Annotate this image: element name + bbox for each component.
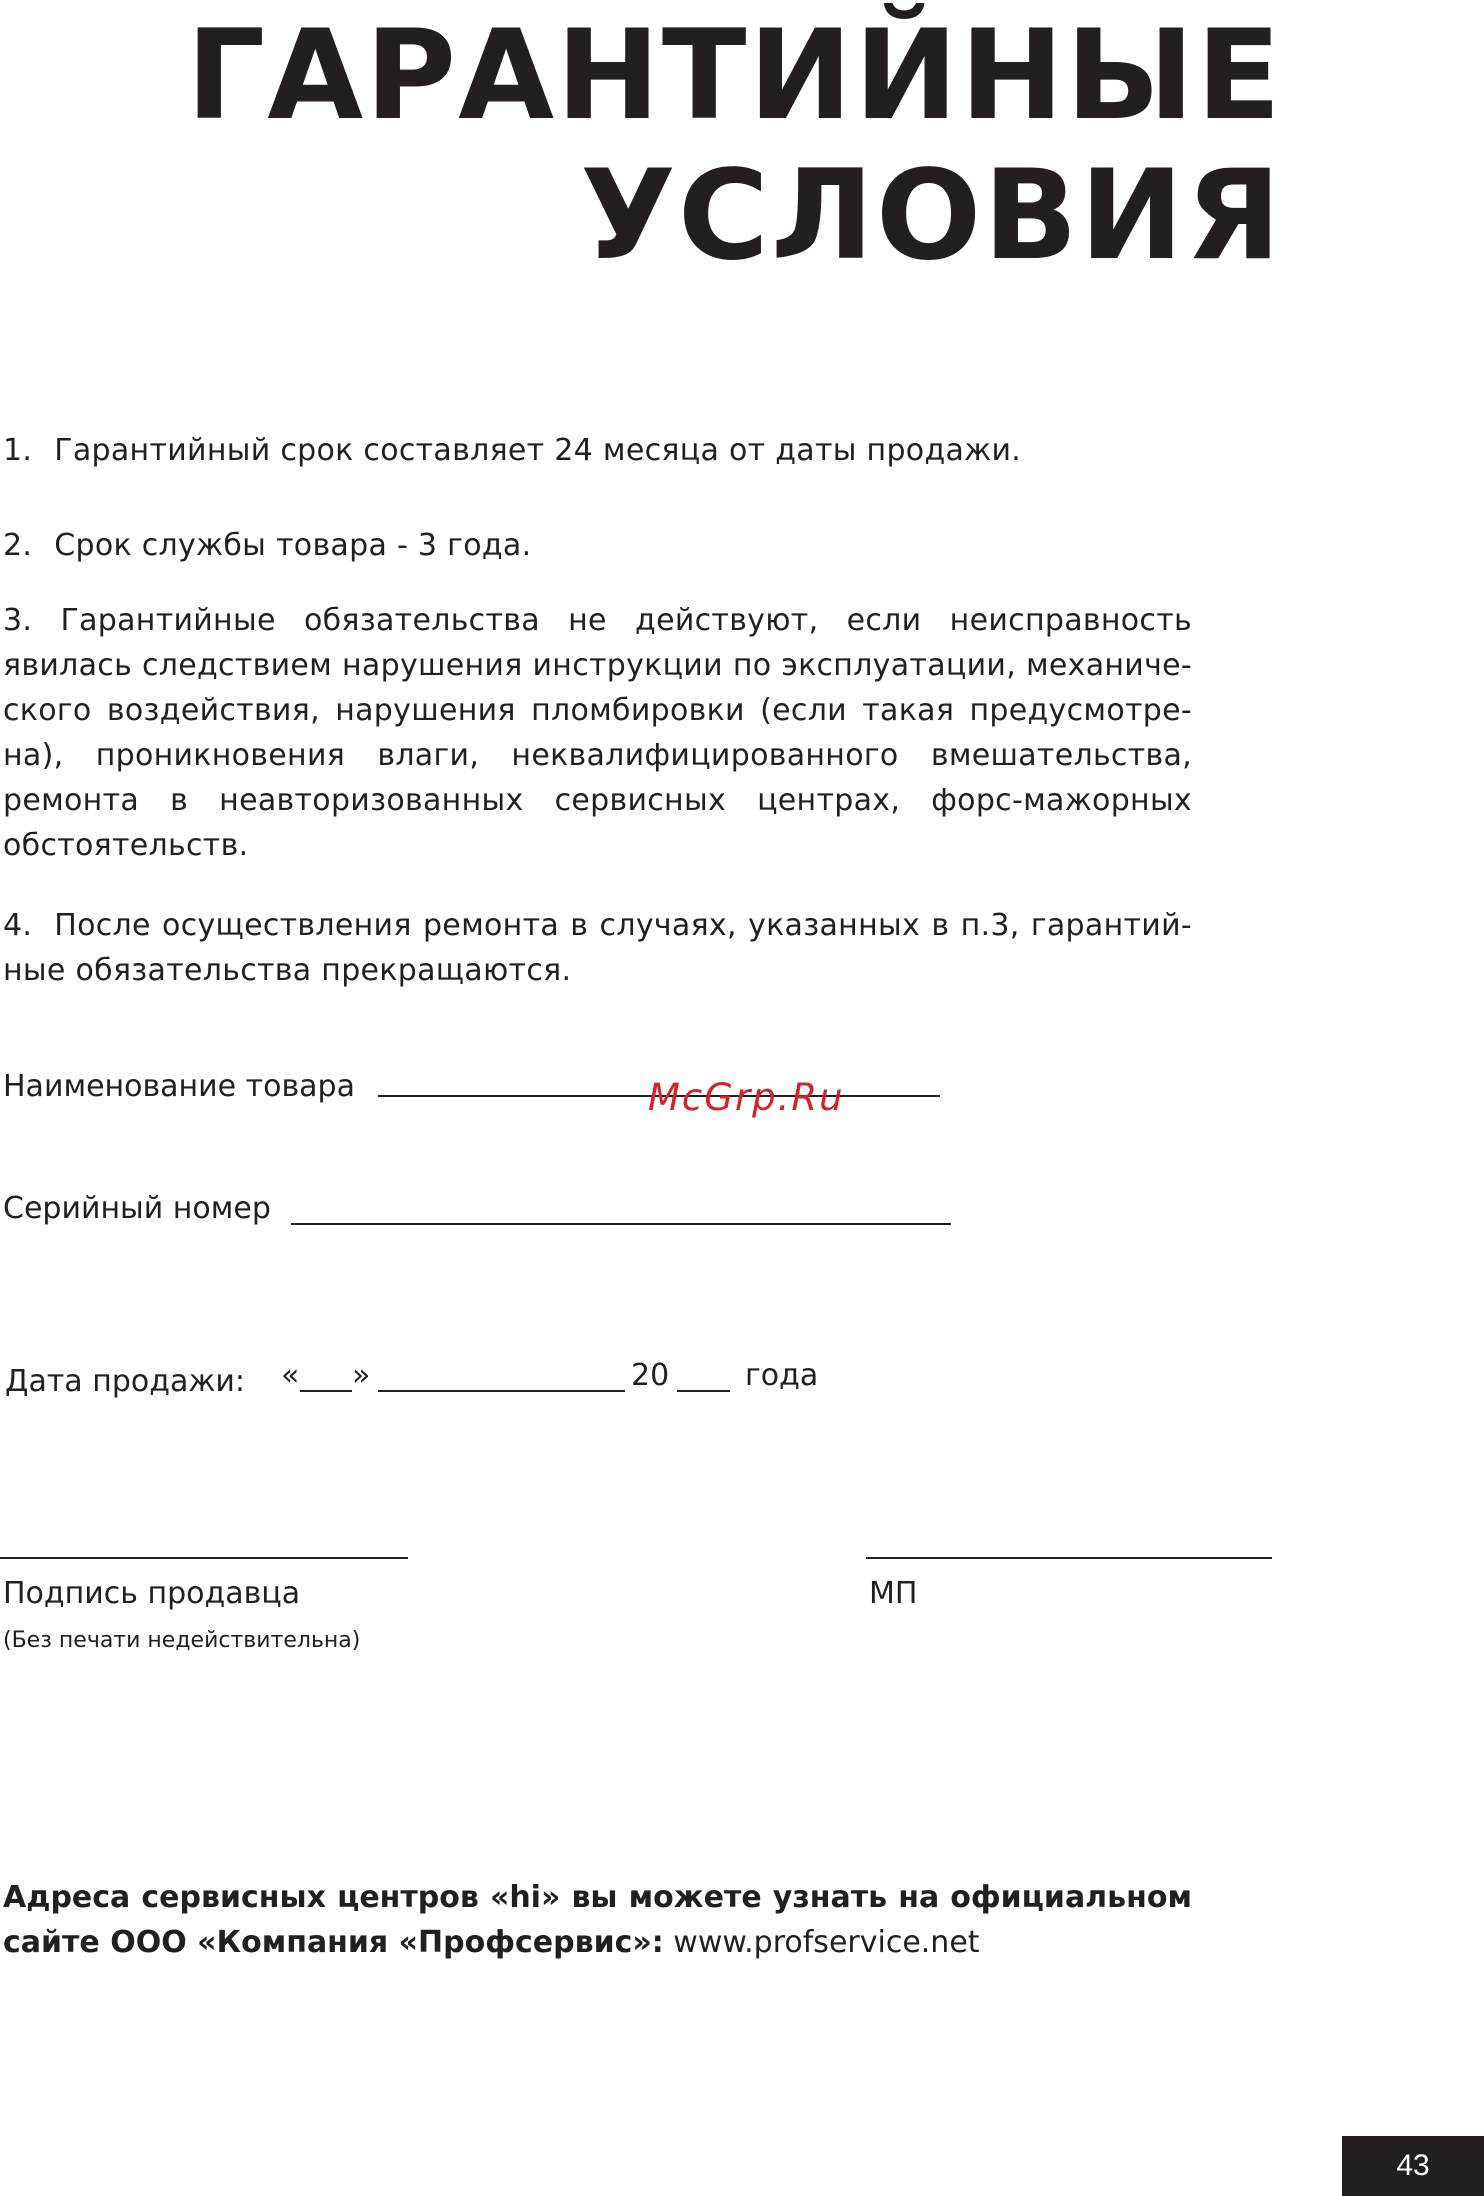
date-open-quote: «: [281, 1358, 300, 1393]
service-centers-line-1: Адреса сервисных центров «hi» вы можете узнать на официальном: [3, 1880, 1192, 1915]
stamp-line[interactable]: [866, 1557, 1272, 1559]
page-title: [186, 6, 1283, 286]
sale-date-label: Дата продажи:: [5, 1364, 245, 1399]
item-3-text: Гарантийные обязательства не действуют, если неисправность явилась следствием нарушения инструкции по эксплуатации, механиче-ского воздействия, нарушения пломбировки (если такая предусмотре-на), проникновения влаги, неквалифицированного вмешательства, ремонта в неавторизованных сервисных центрах, форс-мажорных обстоятельств.: [3, 603, 1192, 863]
item-2-number: 2.: [3, 528, 33, 563]
service-centers-note: [3, 1875, 1192, 1965]
serial-number-line[interactable]: [291, 1223, 951, 1225]
seller-signature-label: Подпись продавца: [3, 1576, 301, 1611]
title-line-2: УСЛОВИЯ: [580, 144, 1283, 288]
item-1: [3, 428, 1192, 473]
item-4-text: После осуществления ремонта в случаях, указанных в п.3, гарантий-ные обязательства прекращаются.: [3, 908, 1192, 988]
item-2-text: Срок службы товара - 3 года.: [54, 528, 532, 563]
seller-signature-line[interactable]: [0, 1557, 408, 1559]
item-3: [3, 598, 1192, 868]
title-line-1: ГАРАНТИЙНЫЕ: [186, 4, 1283, 148]
stamp-label: МП: [869, 1576, 918, 1611]
item-3-number: 3.: [3, 603, 33, 638]
year-line[interactable]: [677, 1390, 730, 1392]
seller-signature-note: (Без печати недействительна): [3, 1628, 361, 1653]
item-1-number: 1.: [3, 433, 33, 468]
year-suffix: года: [745, 1358, 819, 1393]
item-4-number: 4.: [3, 908, 33, 943]
date-close-quote: »: [352, 1358, 371, 1393]
watermark: McGrp.Ru: [648, 1076, 845, 1119]
serial-number-label: Серийный номер: [3, 1191, 271, 1226]
item-4: [3, 903, 1192, 993]
month-line[interactable]: [378, 1390, 625, 1392]
year-prefix: 20: [631, 1358, 670, 1393]
service-centers-company: сайте ООО «Компания «Профсервис»:: [3, 1925, 664, 1960]
service-centers-url[interactable]: www.profservice.net: [663, 1925, 980, 1960]
item-1-text: Гарантийный срок составляет 24 месяца от даты продажи.: [54, 433, 1022, 468]
service-centers-line-2: [3, 1920, 1192, 1965]
day-line[interactable]: [300, 1390, 352, 1392]
item-2: [3, 523, 1192, 568]
product-name-label: Наименование товара: [3, 1069, 355, 1104]
page-number: 43: [1342, 2136, 1484, 2196]
